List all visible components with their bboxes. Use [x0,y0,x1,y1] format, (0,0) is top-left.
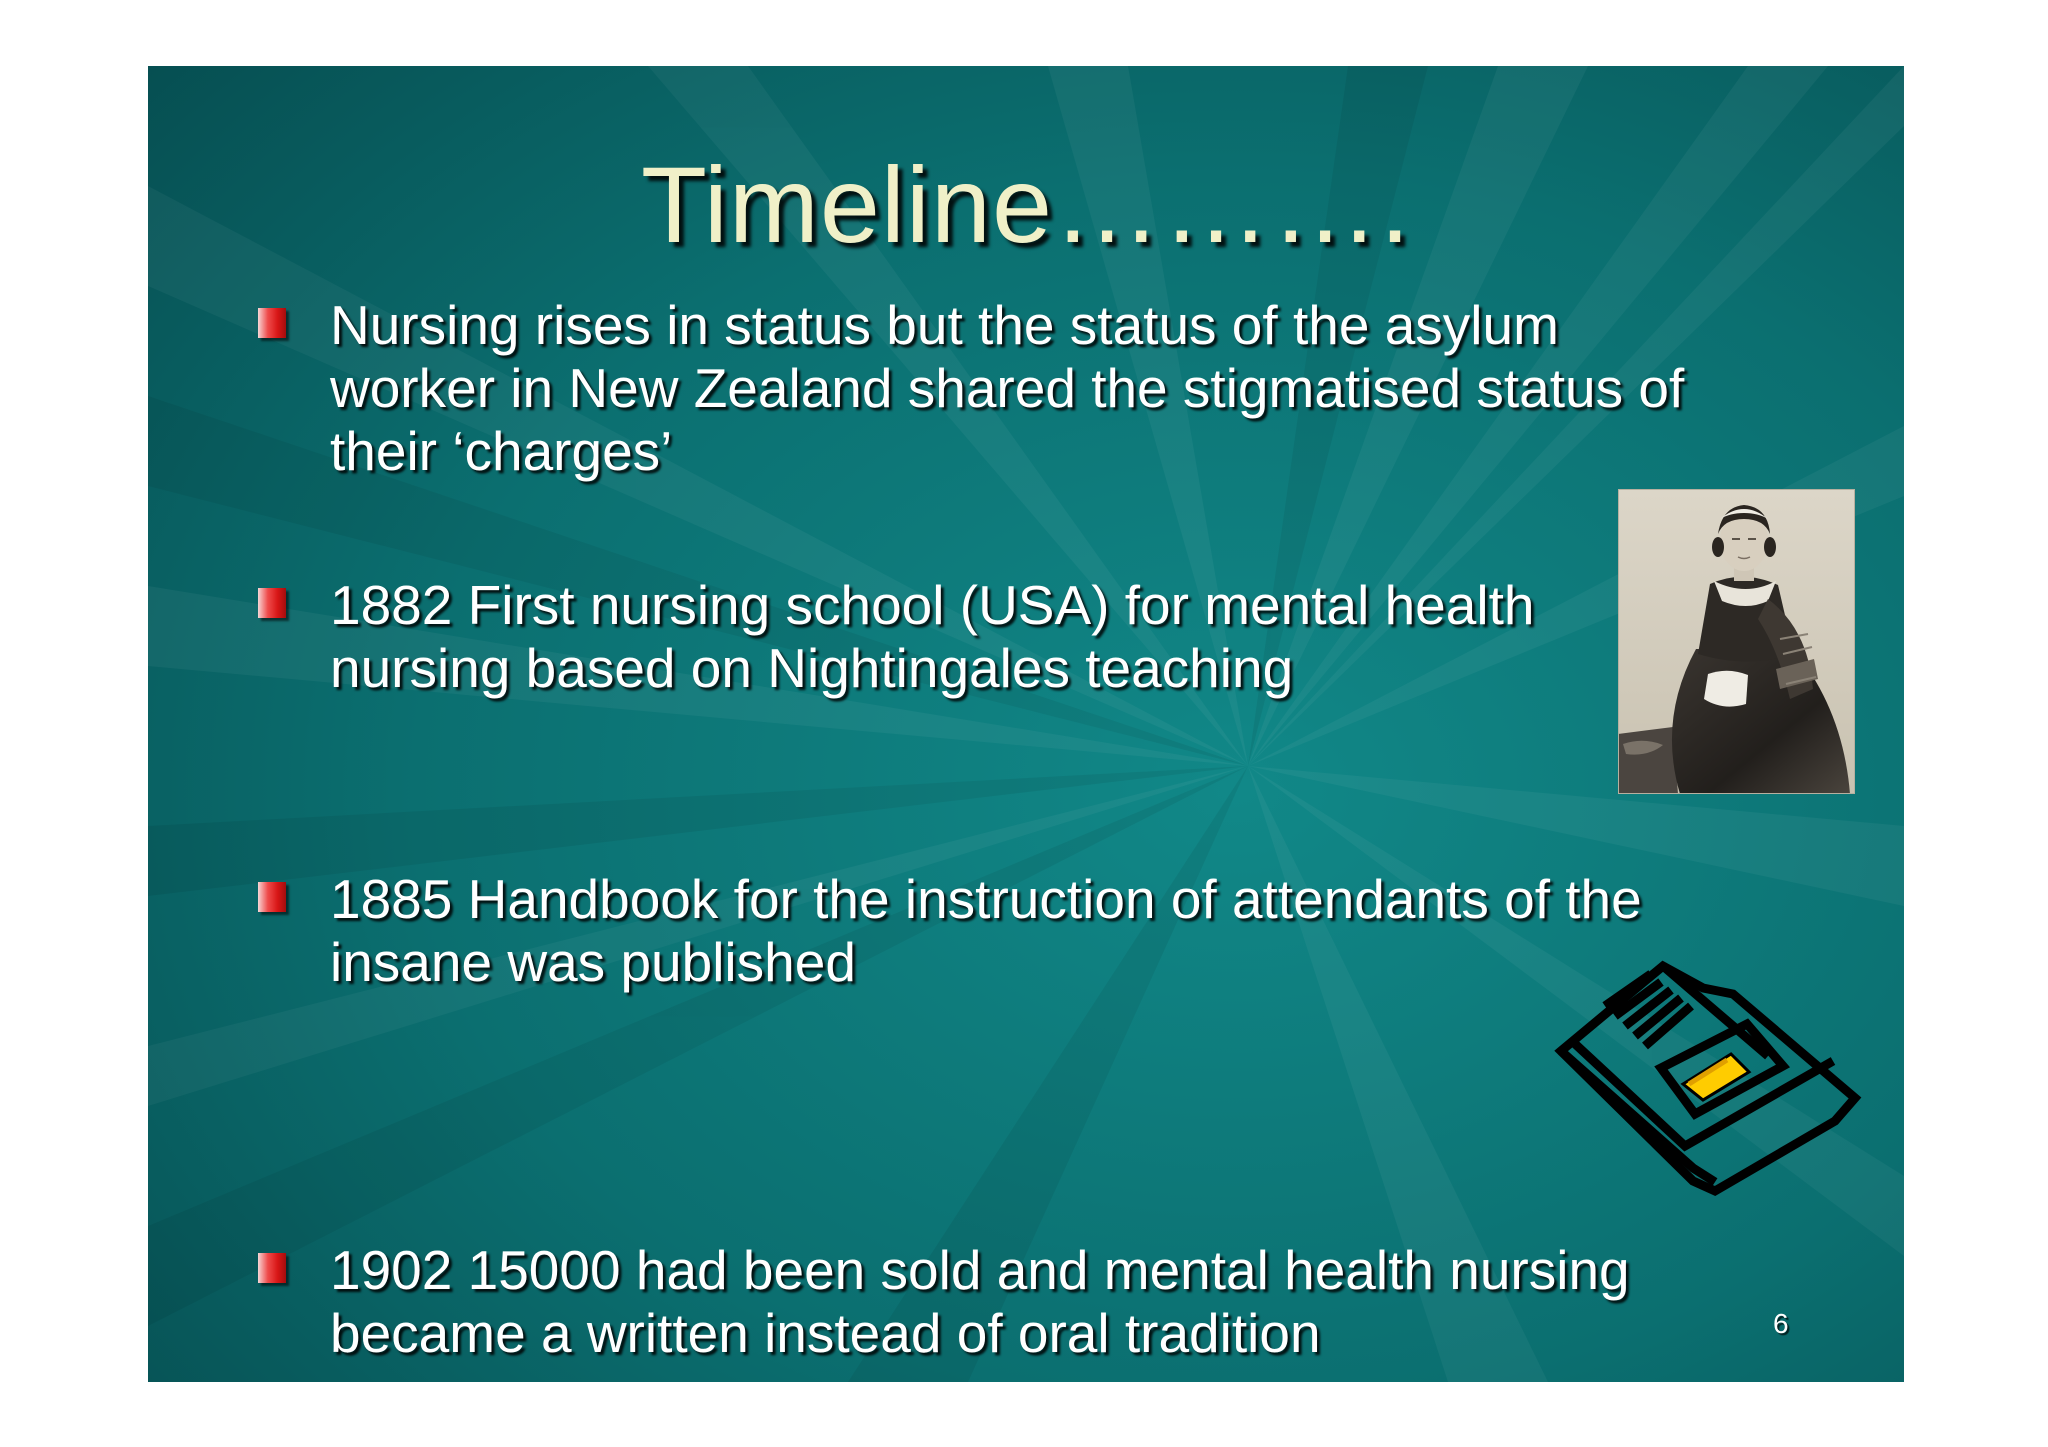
slide [148,66,1904,1382]
bullet-text: Nursing rises in status but the status of the asylum worker in New Zealand shared the stigmatised status of their ‘charges’ [330,294,1685,482]
bullet-text: 1902 15000 had been sold and mental health nursing became a written instead of oral tradition [330,1239,1630,1364]
bullet-text: 1885 Handbook for the instruction of attendants of the insane was published [330,868,1642,993]
book-icon [1543,946,1863,1201]
florence-nightingale-portrait [1618,489,1855,794]
bullet-square-icon [258,308,286,338]
slide-title: Timeline………. [640,144,1412,265]
bullet-square-icon [258,882,286,912]
bullet-text: 1882 First nursing school (USA) for mental health nursing based on Nightingales teaching [330,574,1535,699]
bullet-square-icon [258,1253,286,1283]
page-number: 6 [1773,1308,1789,1339]
bullet-square-icon [258,588,286,618]
